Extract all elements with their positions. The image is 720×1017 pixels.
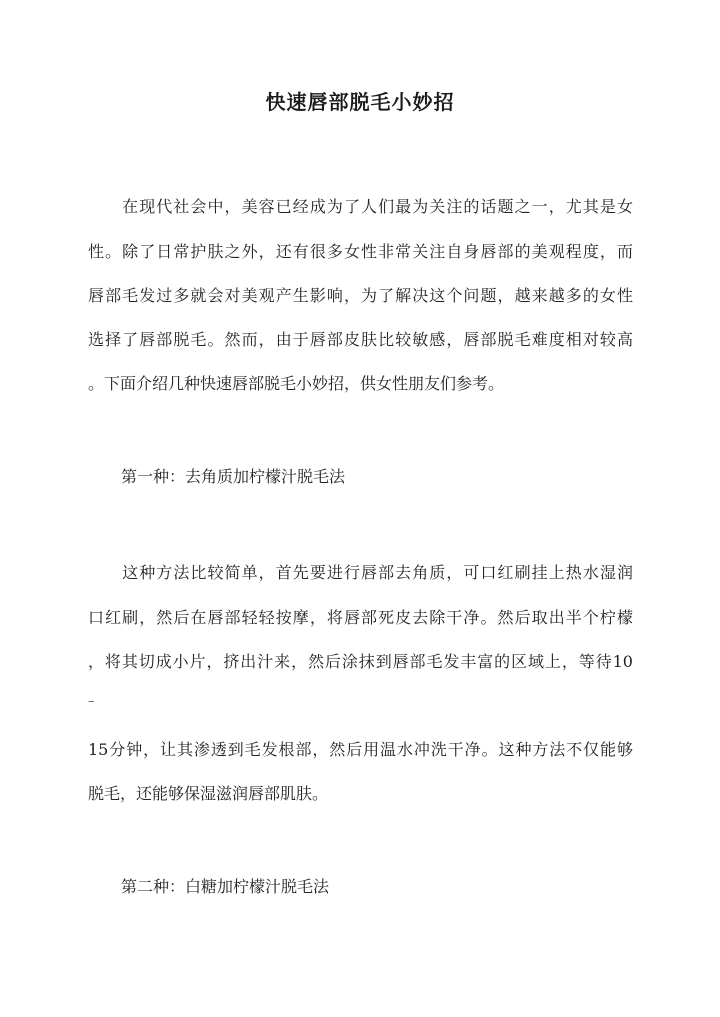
section-1-line-2: 口红刷，然后在唇部轻轻按摩，将唇部死皮去除干净。然后取出半个柠檬	[88, 608, 633, 627]
section-1-line-5: 15分钟，让其渗透到毛发根部，然后用温水冲洗干净。这种方法不仅能够	[88, 740, 633, 759]
intro-line-4: 选择了唇部脱毛。然而，由于唇部皮肤比较敏感，唇部脱毛难度相对较高	[88, 330, 633, 349]
document-title: 快速唇部脱毛小妙招	[265, 90, 455, 114]
section-1-line-1: 这种方法比较简单，首先要进行唇部去角质，可口红刷挂上热水湿润	[88, 563, 633, 582]
section-2-heading: 第二种：白糖加柠檬汁脱毛法	[121, 877, 330, 896]
intro-line-5: 。下面介绍几种快速唇部脱毛小妙招，供女性朋友们参考。	[88, 374, 505, 393]
intro-line-1: 在现代社会中，美容已经成为了人们最为关注的话题之一，尤其是女	[88, 197, 633, 216]
section-1-heading: 第一种：去角质加柠檬汁脱毛法	[121, 467, 346, 486]
section-1-line-3: ，将其切成小片，挤出汁来，然后涂抹到唇部毛发丰富的区域上，等待10	[88, 652, 633, 671]
section-1-line-4: –	[88, 694, 95, 709]
intro-line-3: 唇部毛发过多就会对美观产生影响，为了解决这个问题，越来越多的女性	[88, 286, 633, 305]
intro-line-2: 性。除了日常护肤之外，还有很多女性非常关注自身唇部的美观程度，而	[88, 242, 633, 261]
section-1-line-6: 脱毛，还能够保湿滋润唇部肌肤。	[88, 784, 329, 803]
